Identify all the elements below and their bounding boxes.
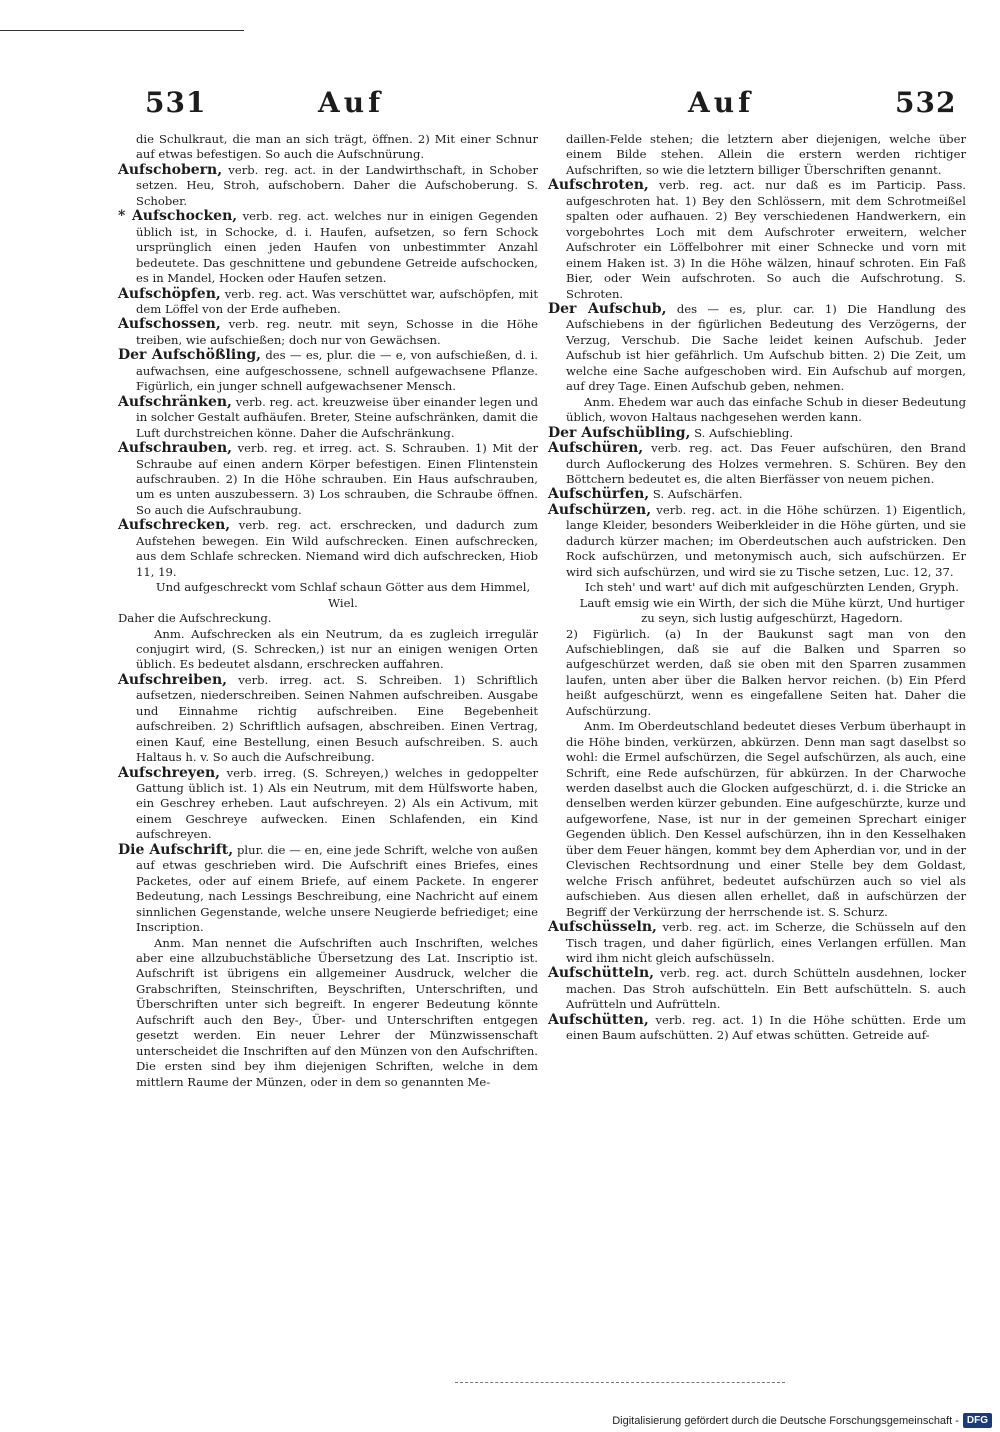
quotation: Ich steh' und wart' auf dich mit aufgeschürzten Lenden, Gryph. <box>585 580 959 595</box>
entry-lemma: Aufschöpfen, <box>118 285 221 302</box>
annotation: Anm. Aufschrecken als ein Neutrum, da es zugleich irregulär conjugirt wird, (S. Schrecken,) ist nur an einigen wenigen Orten üblich. Es bedeutet alsdann, erschrecken auffahren. <box>136 626 538 672</box>
dictionary-entry <box>548 966 966 1012</box>
dictionary-entry <box>118 348 538 394</box>
dictionary-entry <box>118 518 538 580</box>
entry-lemma: Der Aufschübling, <box>548 424 691 441</box>
entry-lemma: Aufschreiben, <box>118 671 227 688</box>
entry-definition: verb. reg. act. nur daß es im Particip. Pass. aufgeschroten hat. 1) Bey den Schlössern, mit dem Schrotmeißel spalten oder aufhauen. 2) Bey verschiedenen Handwerkern, ein vorgebohrtes Loch mit dem Aufschroter erweitern, welcher Aufschroter ein Löffelbohrer mit einer Schnecke und vorn mit einem Haken ist. 3) In die Höhe wälzen, hinauf schroten. Ein Faß Bier, oder Wein aufschroten. So auch die Aufschrotung. S. Schroten. <box>566 178 966 301</box>
entry-lemma: Die Aufschrift, <box>118 841 234 858</box>
entry-definition: verb. reg. act. Was verschüttet war, aufschöpfen, mit dem Löffel von der Erde aufheben. <box>136 286 538 316</box>
page-number-right: 532 <box>895 86 957 119</box>
dictionary-entry <box>118 766 538 843</box>
dictionary-entry <box>118 163 538 209</box>
dictionary-entry <box>548 426 966 441</box>
dictionary-entry <box>118 843 538 936</box>
dictionary-entry <box>548 178 966 302</box>
bottom-dashed-rule <box>455 1382 785 1383</box>
entry-definition: verb. reg. act. in die Höhe schürzen. 1) Eigentlich, lange Kleider, besonders Weiberkleider in die Höhe gürten, und sie dadurch kürzer machen; im Oberdeutschen auch aufstricken. Den Rock aufschürzen, und metonymisch auch, sich aufschürzen. Er wird sich aufschürzen, und wird sie zu Tische setzen, Luc. 12, 37. <box>566 502 966 579</box>
annotation: Anm. Man nennet die Aufschriften auch Inschriften, welches aber eine allzubuchstäbliche Übersetzung des Lat. Inscriptio ist. Aufschrift ist übrigens ein allgemeiner Ausdruck, welcher die Grabschriften, Steinschriften, Beyschriften, Unterschriften, und Überschriften unter sich begreift. In engerer Bedeutung könnte Aufschrift auch den Bey-, Über- und Unterschriften entgegen gesetzt werden. Ein neuer Lehrer der Münzwissenschaft unterscheidet die Inschriften auf den Münzen von den Aufschriften. Die ersten sind bey ihm diejenigen Schriften, welche in dem mittlern Raume der Münzen, oder in dem so genannten Me- <box>136 935 538 1089</box>
entry-definition: verb. reg. et irreg. act. S. Schrauben. 1) Mit der Schraube auf einen andern Körper befestigen. Einen Flintenstein aufschrauben. 2) In die Höhe schrauben. Ein Haus aufschrauben, um es unten auszubessern. 3) Los schrauben, die Schraube öffnen. So auch die Aufschraubung. <box>136 441 538 517</box>
entry-lemma: Aufschobern, <box>118 161 223 178</box>
entry-definition: S. Aufschiebling. <box>690 425 794 440</box>
annotation: Anm. Im Oberdeutschland bedeutet dieses Verbum überhaupt in die Höhe binden, verkürzen, abkürzen. Denn man sagt daselbst so wohl: die Ermel aufschürzen, die Segel aufschürzen, als auch, eine Schrift, eine Rede aufschürzen, für abkürzen. In der Charwoche werden daselbst auch die Glocken aufgeschürzt, d. i. die Stricke an denselben werden kürzer gebunden. Eine aufgeschürzte, kurze und aufgeworfene, Nase, ist nur in der gemeinen Sprechart einiger Gegenden üblich. Den Kessel aufschürzen, ihn in den Kesselhaken über dem Feuer hängen, kommt bey dem Apherdian vor, und in der Clevischen Rechtsordnung und einer Stelle bey dem Goldast, welche Frisch anführet, bedeutet aufschürzen auch so viel als aufschieben. Aus diesen allen erhellet, daß in aufschürzen der Begriff der Verkürzung der herrschende ist. S. Schurz. <box>566 719 966 919</box>
entry-lemma: Aufschränken, <box>118 393 232 410</box>
dictionary-entry <box>118 209 538 286</box>
entry-definition: verb. reg. act. welches nur in einigen Gegenden üblich ist, in Schocke, d. i. Haufen, aufsetzen, so fern Schock ursprünglich einen jeden Haufen von unbestimmter Anzahl bedeutete. Das geschnittene und gebundene Getreide aufschocken, es in Mandel, Hocken oder Haufen setzen. <box>136 209 538 286</box>
continued-text: daillen-Felde stehen; die letztern aber diejenigen, welche über einem Bilde stehen. Allein die erstern werden richtiger Aufschriften, so wie die letztern billiger Überschriften genannt. <box>566 132 966 177</box>
entry-lemma: Aufschütten, <box>548 1011 649 1028</box>
entry-note: Daher die Aufschreckung. <box>118 611 272 626</box>
dictionary-entry <box>548 441 966 487</box>
annotation: Anm. Ehedem war auch das einfache Schub in dieser Bedeutung üblich, wovon Haltaus nachgesehen werden kann. <box>566 394 966 425</box>
footer <box>612 1413 992 1428</box>
dictionary-entry <box>118 287 538 318</box>
entry-lemma: Der Aufschößling, <box>118 347 262 364</box>
dictionary-entry <box>548 1013 966 1044</box>
dictionary-entry <box>118 395 538 441</box>
entry-definition: verb. reg. act. durch Schütteln ausdehnen, locker machen. Das Stroh aufschütteln. Ein Bett aufschütteln. S. auch Aufrütteln und Aufrütteln. <box>566 966 966 1012</box>
entry-definition: S. Aufschärfen. <box>649 487 743 502</box>
footer-text: Digitalisierung gefördert durch die Deutsche Forschungsgemeinschaft - <box>612 1414 959 1427</box>
dictionary-entry <box>548 302 966 395</box>
right-column <box>548 132 966 1044</box>
entry-lemma: Aufschroten, <box>548 177 649 194</box>
dictionary-entry <box>548 487 966 502</box>
entry-lemma: Aufschreyen, <box>118 764 221 781</box>
entry-definition: des — es, plur. car. 1) Die Handlung des Aufschiebens in der figürlichen Bedeutung des Verzögerns, der Verzug, Verschub. Die Sache leidet keinen Aufschub. Jeder Aufschub ist hier gefährlich. Um Aufschub bitten. 2) Die Zeit, um welche eine Sache aufgeschoben wird. Ein Aufschub auf morgen, auf drey Tage. Einen Aufschub geben, nehmen. <box>566 301 966 394</box>
entry-lemma: Aufschüsseln, <box>548 919 657 936</box>
continued-text: die Schulkraut, die man an sich trägt, öffnen. 2) Mit einer Schnur auf etwas befestigen. So auch die Aufschnürung. <box>136 132 538 162</box>
dictionary-entry <box>548 920 966 966</box>
entry-definition: plur. die — en, eine jede Schrift, welche von außen auf etwas geschrieben wird. Die Aufschrift eines Briefes, eines Packetes, oder auf einem Briefe, auf einem Packete. In engerer Bedeutung, nach Lessings Beschreibung, eine Nachricht auf einem sinnlichen Gegenstande, welche unsere Neugierde befriediget; eine Inscription. <box>136 842 539 935</box>
running-head-left: Auf <box>318 86 385 119</box>
entry-lemma: Aufschürzen, <box>548 501 652 518</box>
dictionary-entry <box>118 441 538 518</box>
dfg-logo: DFG <box>963 1413 992 1428</box>
quotation: Lauft emsig wie ein Wirth, der sich die Mühe kürzt, Und hurtiger zu seyn, sich lustig aufgeschürzt, Hagedorn. <box>579 595 965 626</box>
entry-definition: verb. reg. act. in der Landwirthschaft, in Schober setzen. Heu, Stroh, aufschobern. Daher die Aufschoberung. S. Schober. <box>136 162 538 208</box>
entry-definition: verb. irreg. act. S. Schreiben. 1) Schriftlich aufsetzen, niederschreiben. Seinen Nahmen aufschreiben. Ausgabe und Einnahme richtig aufschreiben. Eine Begebenheit aufschreiben. 2) Schriftlich aufsagen, abschreiben. Einen Vertrag, einen Kauf, eine Bestellung, einen Besuch aufschreiben. S. auch Haltaus h. v. So auch die Aufschreibung. <box>136 672 538 765</box>
dictionary-entry <box>118 317 538 348</box>
dictionary-entry <box>118 673 538 766</box>
running-head-right: Auf <box>688 86 755 119</box>
entry-definition: verb. reg. act. 1) In die Höhe schütten. Erde um einen Baum aufschütten. 2) Auf etwas schütten. Getreide auf- <box>566 1012 966 1043</box>
entry-lemma: Aufschütteln, <box>548 965 655 982</box>
entry-definition: verb. reg. neutr. mit seyn, Schosse in die Höhe treiben, wie aufschießen; doch nur von Gewächsen. <box>136 317 538 347</box>
entry-definition: verb. reg. act. kreuzweise über einander legen und in solcher Gestalt aufhäufen. Breter, Steine aufschränken, damit die Luft durchstreichen könne. Daher die Aufschränkung. <box>136 394 538 440</box>
entry-lemma: Aufschüren, <box>548 440 644 457</box>
entry-lemma: Aufschürfen, <box>548 486 650 503</box>
entry-lemma: Aufschrauben, <box>118 440 233 457</box>
page-number-left: 531 <box>145 86 207 119</box>
left-column <box>118 132 538 1090</box>
quotation: Und aufgeschreckt vom Schlaf schaun Götter aus dem Himmel, Wiel. <box>155 580 531 610</box>
entry-definition: verb. reg. act. im Scherze, die Schüsseln auf den Tisch tragen, und daher figürlich, eines Verlangen erfüllen. Man wird ihm nicht gleich aufschüsseln. <box>566 920 966 966</box>
continued-text: 2) Figürlich. (a) In der Baukunst sagt man von den Aufschieblingen, daß sie auf die Balken und Sparren so aufgeschürzet werden, daß sie oben mit den Sparren zusammen laufen, unten aber über die Balken hervor reichen. (b) Ein Pferd heißt aufgeschürzt, wenn es eingefallene Seiten hat. Daher die Aufschürzung. <box>566 626 966 718</box>
entry-definition: des — es, plur. die — e, von aufschießen, d. i. aufwachsen, eine aufgeschossene, schnell aufgewachsene Pflanze. Figürlich, ein junger schnell aufgewachsener Mensch. <box>136 348 538 394</box>
entry-lemma: * Aufschocken, <box>118 208 238 225</box>
top-rule <box>0 30 244 31</box>
entry-lemma: Aufschossen, <box>118 316 221 333</box>
dictionary-entry <box>548 503 966 580</box>
entry-lemma: Der Aufschub, <box>548 300 667 317</box>
entry-definition: verb. reg. act. erschrecken, und dadurch zum Aufstehen bewegen. Ein Wild aufschrecken. Einen aufschrecken, aus dem Schlafe schrecken. Niemand wird dich aufschrecken, Hiob 11, 19. <box>136 518 538 579</box>
entry-lemma: Aufschrecken, <box>118 517 231 534</box>
entry-definition: verb. irreg. (S. Schreyen,) welches in gedoppelter Gattung üblich ist. 1) Als ein Neutrum, mit dem Hülfsworte haben, ein Geschrey erheben. Laut aufschreyen. 2) Als ein Activum, mit einem Geschreye aufwecken. Einen Schlafenden, ein Kind aufschreyen. <box>136 765 538 842</box>
entry-definition: verb. reg. act. Das Feuer aufschüren, den Brand durch Auflockerung des Holzes vermehren. S. Schüren. Bey den Böttchern bedeutet es, die alten Bierfässer von neuem pichen. <box>566 441 966 486</box>
